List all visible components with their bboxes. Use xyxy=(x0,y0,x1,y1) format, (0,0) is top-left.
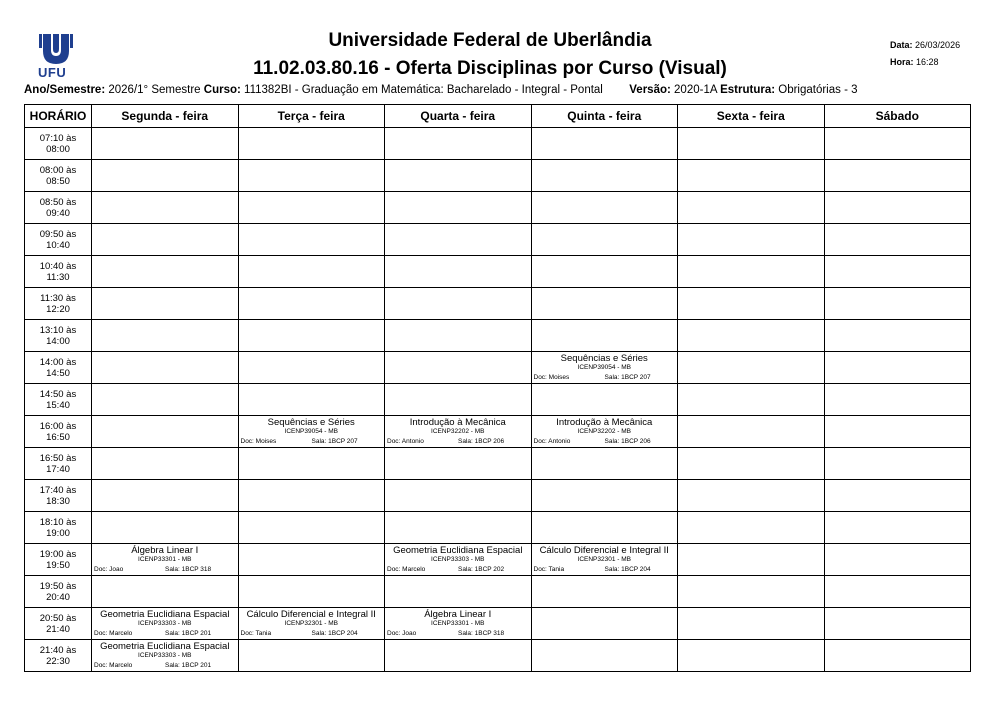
report-subtitle: 11.02.03.80.16 - Oferta Disciplinas por Curso (Visual) xyxy=(253,58,727,79)
discipline-name: Sequências e Séries xyxy=(560,353,648,364)
time-slot-row xyxy=(25,384,971,416)
teacher-name: Doc: Tania xyxy=(240,630,272,637)
schedule-cell xyxy=(92,576,239,608)
discipline-code: ICENP32301 - MB xyxy=(577,556,631,563)
schedule-cell xyxy=(824,640,971,672)
schedule-cell xyxy=(824,160,971,192)
schedule-cell xyxy=(92,512,239,544)
time-slot-cell xyxy=(25,512,92,544)
schedule-cell xyxy=(531,544,678,576)
structure-value: Obrigatórias - 3 xyxy=(778,84,858,96)
class-entry xyxy=(92,544,238,575)
schedule-cell xyxy=(531,224,678,256)
schedule-cell xyxy=(385,224,532,256)
teacher-name: Doc: Antonio xyxy=(533,438,571,445)
room-number: Sala: 1BCP 206 xyxy=(458,438,505,445)
time-slot-row xyxy=(25,512,971,544)
schedule-cell xyxy=(92,416,239,448)
schedule-cell xyxy=(531,288,678,320)
schedule-cell xyxy=(678,320,825,352)
schedule-cell xyxy=(824,448,971,480)
time-slot-end: 21:40 xyxy=(46,623,70,635)
schedule-cell xyxy=(531,384,678,416)
teacher-name: Doc: Moises xyxy=(240,438,277,445)
time-slot-row xyxy=(25,352,971,384)
version-label: Versão: xyxy=(629,84,671,96)
schedule-cell xyxy=(678,192,825,224)
time-slot-start: 16:00 às xyxy=(39,420,77,432)
teacher-name: Doc: Joao xyxy=(387,630,417,637)
schedule-cell xyxy=(824,512,971,544)
schedule-cell xyxy=(531,192,678,224)
time-slot-end: 08:00 xyxy=(46,143,70,155)
schedule-cell xyxy=(385,544,532,576)
course-label: Curso: xyxy=(203,84,241,96)
schedule-cell xyxy=(385,640,532,672)
discipline-name: Geometria Euclidiana Espacial xyxy=(393,545,523,556)
class-entry xyxy=(385,544,531,575)
room-number: Sala: 1BCP 204 xyxy=(604,566,651,573)
time-slot-cell xyxy=(25,320,92,352)
time-slot-row xyxy=(25,128,971,160)
time-slot-start: 20:50 às xyxy=(39,612,77,624)
header-row xyxy=(25,105,971,128)
time-slot-start: 10:40 às xyxy=(39,260,77,272)
time-slot-row xyxy=(25,192,971,224)
schedule-cell xyxy=(824,608,971,640)
schedule-cell xyxy=(678,480,825,512)
schedule-cell xyxy=(92,192,239,224)
schedule-cell xyxy=(531,160,678,192)
discipline-code: ICENP33303 - MB xyxy=(138,652,192,659)
time-slot-start: 08:50 às xyxy=(39,196,77,208)
schedule-cell xyxy=(92,608,239,640)
time-slot-start: 19:50 às xyxy=(39,580,77,592)
schedule-cell xyxy=(92,320,239,352)
schedule-cell xyxy=(678,640,825,672)
class-entry xyxy=(385,416,531,447)
schedule-cell xyxy=(531,480,678,512)
schedule-cell xyxy=(238,480,385,512)
room-number: Sala: 1BCP 202 xyxy=(458,566,505,573)
room-number: Sala: 1BCP 201 xyxy=(165,630,212,637)
schedule-cell xyxy=(824,384,971,416)
time-slot-row xyxy=(25,224,971,256)
room-number: Sala: 1BCP 207 xyxy=(311,438,358,445)
schedule-cell xyxy=(531,416,678,448)
schedule-cell xyxy=(678,416,825,448)
schedule-cell xyxy=(238,576,385,608)
date-label: Data: xyxy=(890,40,913,50)
schedule-cell xyxy=(385,320,532,352)
schedule-cell xyxy=(238,384,385,416)
schedule-cell xyxy=(824,576,971,608)
discipline-name: Álgebra Linear I xyxy=(424,609,492,620)
schedule-cell xyxy=(92,160,239,192)
schedule-cell xyxy=(238,224,385,256)
schedule-cell xyxy=(385,608,532,640)
schedule-cell xyxy=(385,352,532,384)
schedule-cell xyxy=(678,544,825,576)
time-slot-start: 21:40 às xyxy=(39,644,77,656)
schedule-cell xyxy=(238,256,385,288)
room-number: Sala: 1BCP 207 xyxy=(604,374,651,381)
schedule-cell xyxy=(385,256,532,288)
time-slot-start: 14:50 às xyxy=(39,388,77,400)
schedule-cell xyxy=(92,544,239,576)
time-slot-cell xyxy=(25,640,92,672)
discipline-name: Geometria Euclidiana Espacial xyxy=(100,609,230,620)
time-column-header: HORÁRIO xyxy=(25,105,92,128)
time-slot-end: 18:30 xyxy=(46,495,70,507)
time-slot-row xyxy=(25,448,971,480)
schedule-cell xyxy=(238,640,385,672)
time-slot-start: 07:10 às xyxy=(39,132,77,144)
teacher-name: Doc: Tania xyxy=(533,566,565,573)
schedule-cell xyxy=(92,352,239,384)
time-slot-end: 15:40 xyxy=(46,399,70,411)
teacher-name: Doc: Antonio xyxy=(387,438,424,445)
discipline-code: ICENP33303 - MB xyxy=(431,556,485,563)
class-entry xyxy=(532,544,678,575)
schedule-cell xyxy=(238,608,385,640)
class-entry xyxy=(239,608,385,639)
time-slot-row xyxy=(25,416,971,448)
schedule-cell xyxy=(238,128,385,160)
schedule-cell xyxy=(238,320,385,352)
time-slot-row xyxy=(25,480,971,512)
schedule-cell xyxy=(92,256,239,288)
schedule-cell xyxy=(678,224,825,256)
time-slot-end: 10:40 xyxy=(46,239,70,251)
discipline-code: ICENP33301 - MB xyxy=(138,556,192,563)
discipline-name: Sequências e Séries xyxy=(267,417,355,428)
time-slot-end: 22:30 xyxy=(46,655,70,667)
time-slot-start: 11:30 às xyxy=(40,292,76,304)
day-header-monday: Segunda - feira xyxy=(92,105,239,128)
day-header-thursday: Quinta - feira xyxy=(531,105,678,128)
time-slot-start: 16:50 às xyxy=(39,452,77,464)
time-slot-row xyxy=(25,608,971,640)
time-slot-cell xyxy=(25,416,92,448)
time-slot-start: 19:00 às xyxy=(39,548,77,560)
schedule-cell xyxy=(678,160,825,192)
teacher-name: Doc: Marcelo xyxy=(387,566,426,573)
teacher-name: Doc: Marcelo xyxy=(94,662,133,669)
structure-label: Estrutura: xyxy=(720,84,776,96)
period-value: 2026/1° Semestre xyxy=(108,84,201,96)
schedule-cell xyxy=(238,288,385,320)
time-meta xyxy=(890,57,939,67)
schedule-cell xyxy=(385,128,532,160)
discipline-name: Introdução à Mecânica xyxy=(409,417,506,428)
time-slot-row xyxy=(25,544,971,576)
time-slot-start: 09:50 às xyxy=(39,228,77,240)
discipline-code: ICENP39054 - MB xyxy=(577,364,631,371)
time-slot-row xyxy=(25,640,971,672)
schedule-cell xyxy=(678,128,825,160)
discipline-name: Cálculo Diferencial e Integral II xyxy=(246,609,376,620)
time-slot-start: 13:10 às xyxy=(39,324,77,336)
time-slot-end: 14:50 xyxy=(46,367,70,379)
version-value: 2020-1A xyxy=(674,84,717,96)
schedule-cell xyxy=(385,384,532,416)
time-slot-cell xyxy=(25,608,92,640)
schedule-cell xyxy=(92,288,239,320)
schedule-cell xyxy=(531,448,678,480)
teacher-name: Doc: Marcelo xyxy=(94,630,133,637)
time-slot-end: 16:50 xyxy=(46,431,70,443)
schedule-cell xyxy=(824,256,971,288)
schedule-cell xyxy=(824,192,971,224)
schedule-cell xyxy=(824,352,971,384)
time-slot-end: 08:50 xyxy=(46,175,70,187)
room-number: Sala: 1BCP 318 xyxy=(458,630,505,637)
schedule-cell xyxy=(824,224,971,256)
time-slot-cell xyxy=(25,160,92,192)
schedule-cell xyxy=(385,192,532,224)
time-slot-end: 19:50 xyxy=(46,559,70,571)
time-slot-end: 14:00 xyxy=(46,335,70,347)
course-value: 111382BI - Graduação em Matemática: Bacharelado - Integral - Pontal xyxy=(244,84,603,96)
schedule-cell xyxy=(531,512,678,544)
discipline-code: ICENP33303 - MB xyxy=(138,620,192,627)
schedule-cell xyxy=(92,448,239,480)
time-slot-end: 09:40 xyxy=(46,207,70,219)
course-info-line xyxy=(24,84,858,96)
date-meta xyxy=(890,40,960,50)
schedule-cell xyxy=(92,480,239,512)
class-entry xyxy=(239,416,385,447)
schedule-cell xyxy=(238,192,385,224)
discipline-code: ICENP32202 - MB xyxy=(431,428,485,435)
time-slot-row xyxy=(25,576,971,608)
time-slot-cell xyxy=(25,192,92,224)
schedule-cell xyxy=(531,352,678,384)
schedule-cell xyxy=(678,384,825,416)
time-slot-end: 19:00 xyxy=(46,527,70,539)
schedule-cell xyxy=(678,512,825,544)
schedule-cell xyxy=(531,256,678,288)
schedule-cell xyxy=(678,256,825,288)
date-value: 26/03/2026 xyxy=(915,40,961,50)
schedule-cell xyxy=(92,384,239,416)
schedule-cell xyxy=(678,576,825,608)
discipline-name: Cálculo Diferencial e Integral II xyxy=(539,545,669,556)
time-slot-cell xyxy=(25,384,92,416)
day-header-friday: Sexta - feira xyxy=(678,105,825,128)
room-number: Sala: 1BCP 201 xyxy=(165,662,212,669)
schedule-cell xyxy=(92,224,239,256)
time-slot-cell xyxy=(25,224,92,256)
class-entry xyxy=(385,608,531,639)
schedule-cell xyxy=(824,128,971,160)
teacher-name: Doc: Moises xyxy=(533,374,570,381)
schedule-table xyxy=(24,104,971,672)
schedule-cell xyxy=(238,448,385,480)
schedule-cell xyxy=(385,480,532,512)
schedule-cell xyxy=(385,288,532,320)
schedule-cell xyxy=(531,640,678,672)
schedule-cell xyxy=(824,480,971,512)
schedule-cell xyxy=(531,128,678,160)
class-entry xyxy=(92,640,238,671)
schedule-cell xyxy=(385,512,532,544)
schedule-cell xyxy=(531,320,678,352)
schedule-cell xyxy=(238,352,385,384)
day-header-tuesday: Terça - feira xyxy=(238,105,385,128)
class-entry xyxy=(532,416,678,447)
schedule-cell xyxy=(385,448,532,480)
time-label: Hora: xyxy=(890,57,914,67)
time-slot-row xyxy=(25,160,971,192)
time-slot-cell xyxy=(25,576,92,608)
room-number: Sala: 1BCP 204 xyxy=(311,630,358,637)
schedule-cell xyxy=(678,448,825,480)
schedule-cell xyxy=(238,512,385,544)
day-header-wednesday: Quarta - feira xyxy=(385,105,532,128)
schedule-cell xyxy=(824,416,971,448)
day-header-saturday: Sábado xyxy=(824,105,971,128)
time-slot-row xyxy=(25,320,971,352)
schedule-cell xyxy=(824,320,971,352)
time-slot-end: 11:30 xyxy=(46,271,70,283)
discipline-code: ICENP33301 - MB xyxy=(431,620,485,627)
time-slot-cell xyxy=(25,352,92,384)
report-title: Universidade Federal de Uberlândia xyxy=(328,30,652,51)
discipline-code: ICENP32202 - MB xyxy=(577,428,631,435)
time-slot-row xyxy=(25,288,971,320)
time-slot-start: 18:10 às xyxy=(39,516,77,528)
time-slot-cell xyxy=(25,128,92,160)
time-slot-end: 12:20 xyxy=(46,303,70,315)
time-slot-cell xyxy=(25,448,92,480)
logo-text: UFU xyxy=(38,65,67,80)
schedule-cell xyxy=(385,416,532,448)
time-slot-start: 14:00 às xyxy=(39,356,77,368)
discipline-name: Introdução à Mecânica xyxy=(556,417,653,428)
schedule-cell xyxy=(678,608,825,640)
class-entry xyxy=(532,352,678,383)
schedule-cell xyxy=(385,160,532,192)
time-slot-cell xyxy=(25,480,92,512)
time-slot-end: 20:40 xyxy=(46,591,70,603)
time-slot-end: 17:40 xyxy=(46,463,70,475)
schedule-cell xyxy=(678,352,825,384)
schedule-cell xyxy=(824,288,971,320)
time-slot-row xyxy=(25,256,971,288)
room-number: Sala: 1BCP 318 xyxy=(165,566,212,573)
schedule-cell xyxy=(238,160,385,192)
period-label: Ano/Semestre: xyxy=(24,84,106,96)
discipline-code: ICENP32301 - MB xyxy=(284,620,338,627)
discipline-name: Álgebra Linear I xyxy=(131,545,199,556)
discipline-code: ICENP39054 - MB xyxy=(284,428,338,435)
schedule-cell xyxy=(92,640,239,672)
time-slot-cell xyxy=(25,288,92,320)
class-entry xyxy=(92,608,238,639)
schedule-cell xyxy=(531,576,678,608)
schedule-cell xyxy=(238,544,385,576)
schedule-cell xyxy=(678,288,825,320)
time-slot-cell xyxy=(25,256,92,288)
schedule-cell xyxy=(531,608,678,640)
time-value: 16:28 xyxy=(916,57,939,67)
time-slot-cell xyxy=(25,544,92,576)
schedule-cell xyxy=(238,416,385,448)
schedule-cell xyxy=(824,544,971,576)
teacher-name: Doc: Joao xyxy=(94,566,124,573)
time-slot-start: 08:00 às xyxy=(39,164,77,176)
discipline-name: Geometria Euclidiana Espacial xyxy=(100,641,230,652)
time-slot-start: 17:40 às xyxy=(39,484,77,496)
schedule-cell xyxy=(385,576,532,608)
schedule-cell xyxy=(92,128,239,160)
room-number: Sala: 1BCP 206 xyxy=(604,438,651,445)
